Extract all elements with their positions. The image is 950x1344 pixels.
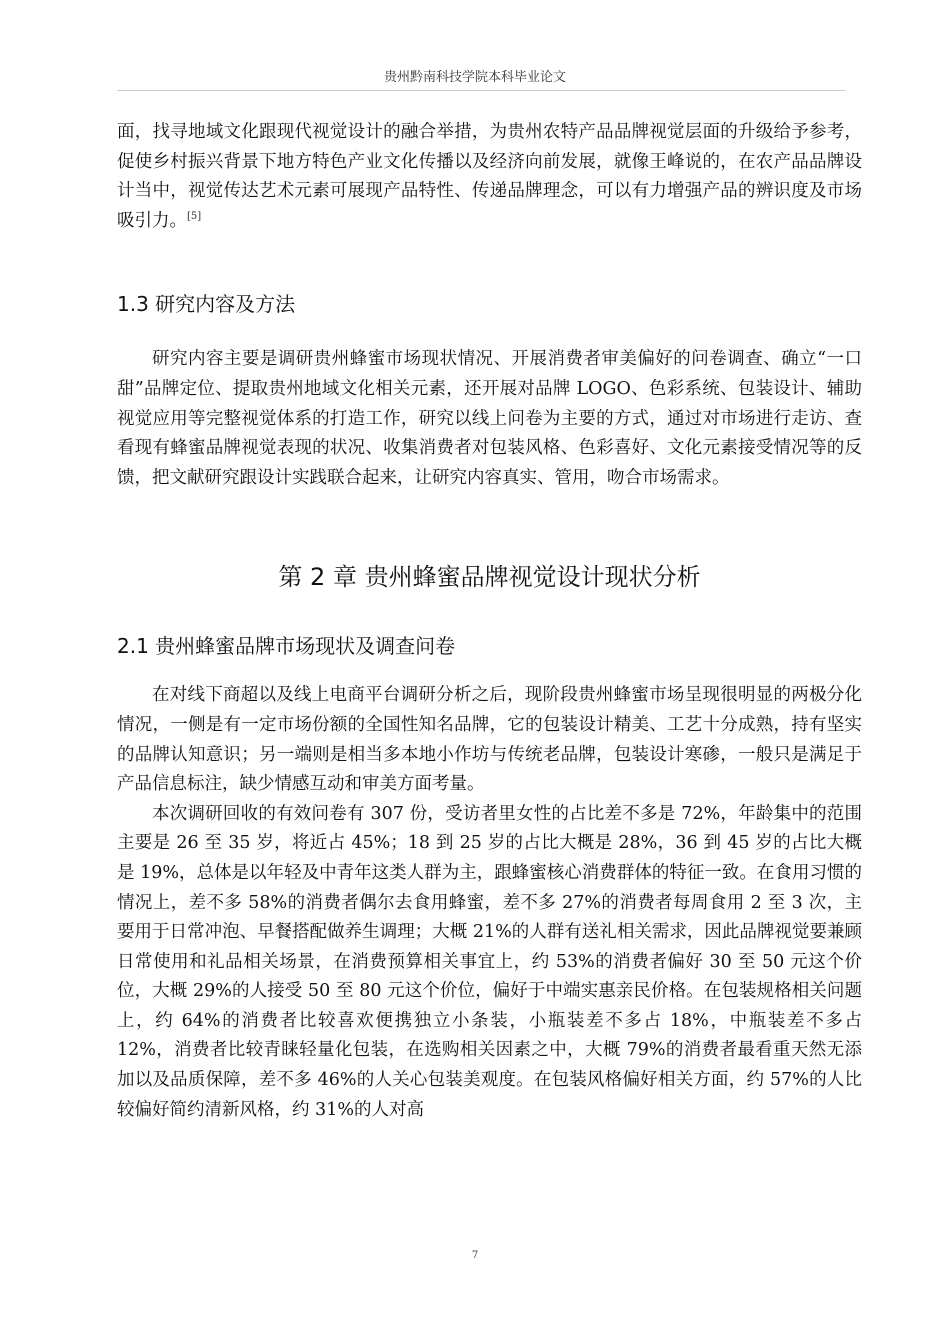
section-1-2-tail-paragraph [117,118,862,236]
section-2-1-paragraph-2: 本次调研回收的有效问卷有 307 份，受访者里女性的占比差不多是 72%，年龄集中的范围主要是 26 至 35 岁，将近占 45%；18 到 25 岁的占比大概是 28%，36 到 45 岁的占比大概是 19%，总体是以年轻及中青年这类人群为主，跟蜂蜜核心消费群体的特征一致。在食用习惯的情况上，差不多 58%的消费者偶尔去食用蜂蜜，差不多 27%的消费者每周食用 2 至 3 次，主要用于日常冲泡、早餐搭配做养生调理；大概 21%的人群有送礼相关需求，因此品牌视觉要兼顾日常使用和礼品相关场景，在消费预算相关事宜上，约 53%的消费者偏好 30 至 50 元这个价位，大概 29%的人接受 50 至 80 元这个价位，偏好于中端实惠亲民价格。在包装规格相关问题上，约 64%的消费者比较喜欢便携独立小条装，小瓶装差不多占 18%，中瓶装差不多占 12%，消费者比较青睐轻量化包装，在选购相关因素之中，大概 79%的消费者最看重天然无添加以及品质保障，差不多 46%的人关心包装美观度。在包装风格偏好相关方面，约 57%的人比较偏好简约清新风格，约 31%的人对高 [117,803,862,1120]
page-number: 7 [471,1250,479,1261]
section-2-1-paragraph-1: 在对线下商超以及线上电商平台调研分析之后，现阶段贵州蜂蜜市场呈现很明显的两极分化情况，一侧是有一定市场份额的全国性知名品牌，它的包装设计精美、工艺十分成熟，持有坚实的品牌认知意识；另一端则是相当多本地小作坊与传统老品牌，包装设计寒碜，一般只是满足于产品信息标注，缺少情感互动和审美方面考量。 [117,685,862,795]
section-2-1-heading: 2.1 贵州蜂蜜品牌市场现状及调查问卷 [117,634,456,659]
citation-ref[interactable]: [5] [187,210,202,222]
chapter-2-title: 第 2 章 贵州蜂蜜品牌视觉设计现状分析 [278,563,701,592]
section-1-3-paragraph: 研究内容主要是调研贵州蜂蜜市场现状情况、开展消费者审美偏好的问卷调查、确立“一口甜”品牌定位、提取贵州地域文化相关元素，还开展对品牌 LOGO、色彩系统、包装设计、辅助视觉应用等完整视觉体系的打造工作，研究以线上问卷为主要的方式，通过对市场进行走访、查看现有蜂蜜品牌视觉表现的状况、收集消费者对包装风格、色彩喜好、文化元素接受情况等的反馈，把文献研究跟设计实践联合起来，让研究内容真实、管用，吻合市场需求。 [117,349,862,488]
running-header: 贵州黔南科技学院本科毕业论文 [383,70,566,85]
page-body [117,118,862,1125]
paragraph-text: 面，找寻地域文化跟现代视觉设计的融合举措，为贵州农特产品品牌视觉层面的升级给予参考，促使乡村振兴背景下地方特色产业文化传播以及经济向前发展，就像王峰说的，在农产品品牌设计当中，视觉传达艺术元素可展现产品特性、传递品牌理念，可以有力增强产品的辨识度及市场吸引力。 [117,122,862,231]
header-divider [117,90,845,91]
section-1-3-heading: 1.3 研究内容及方法 [117,292,296,317]
